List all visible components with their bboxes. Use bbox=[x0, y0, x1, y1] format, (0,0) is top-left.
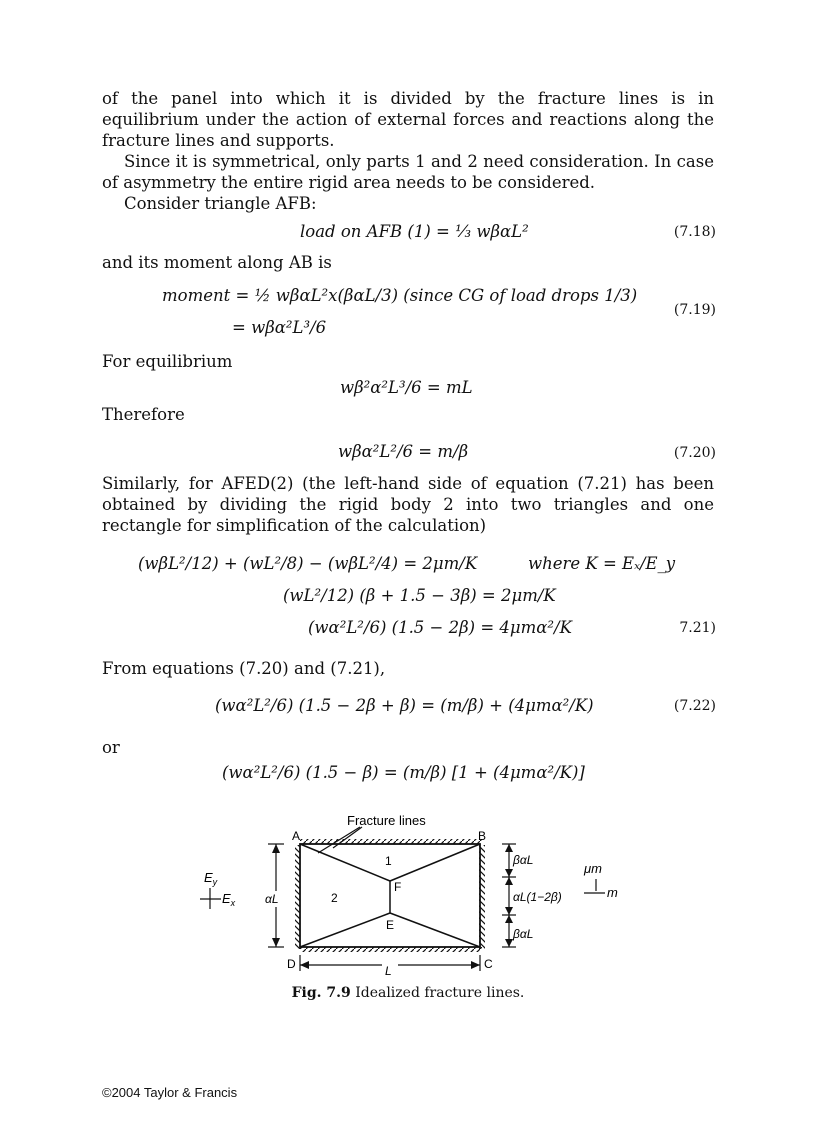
paragraph-3: Consider triangle AFB: bbox=[124, 194, 317, 213]
paragraph-2: Since it is symmetrical, only parts 1 and 2 need consideration. In case of asymmetry the entire rigid area needs to be considered. bbox=[102, 152, 714, 192]
paragraph-1: of the panel into which it is divided by the fracture lines is in equilibrium under the action of external forces and reactions along the fracture lines and supports. bbox=[102, 89, 714, 150]
paragraph-9: or bbox=[102, 738, 120, 757]
fracture-line-ce bbox=[390, 913, 480, 947]
equation-7-18: load on AFB (1) = ⅓ wβαL² bbox=[300, 222, 529, 241]
fracture-line-af bbox=[300, 844, 390, 881]
right-dim-bot-label: βαL bbox=[513, 927, 534, 941]
equation-number-7-21: 7.21) bbox=[679, 620, 716, 636]
moment-symbol-icon bbox=[584, 879, 605, 893]
equation-7-21-line1: (wβL²/12) + (wL²/8) − (wβL²/4) = 2μm/K bbox=[138, 554, 478, 573]
figure-caption bbox=[0, 985, 816, 1001]
region-1-label: 1 bbox=[385, 854, 392, 868]
equation-equilibrium: wβ²α²L³/6 = mL bbox=[340, 378, 473, 397]
corner-b-label: B bbox=[478, 829, 487, 843]
corner-a-label: A bbox=[292, 829, 301, 843]
equation-number-7-18: (7.18) bbox=[673, 224, 716, 240]
equation-7-21-line3: (wα²L²/6) (1.5 − 2β) = 4μmα²/K bbox=[308, 618, 572, 637]
region-2-label: 2 bbox=[331, 891, 338, 905]
equation-7-19-line2: = wβα²L³/6 bbox=[232, 318, 327, 337]
figure-caption-label: Fig. 7.9 bbox=[291, 985, 351, 1001]
left-dim-label: αL bbox=[265, 892, 279, 906]
equation-7-19-line1: moment = ½ wβαL²x(βαL/3) (since CG of load drops 1/3) bbox=[162, 286, 638, 305]
equation-7-22: (wα²L²/6) (1.5 − 2β + β) = (m/β) + (4μmα²/K) bbox=[215, 696, 594, 715]
corner-d-label: D bbox=[287, 957, 296, 971]
right-dim-mid-label: αL(1−2β) bbox=[513, 890, 562, 904]
moment-m-label: m bbox=[607, 885, 618, 900]
fracture-line-bf bbox=[390, 844, 480, 881]
fracture-line-de bbox=[300, 913, 390, 947]
equation-number-7-22: (7.22) bbox=[673, 698, 716, 714]
moment-mu-label: μm bbox=[584, 861, 602, 876]
bottom-dim-label: L bbox=[385, 964, 392, 978]
figure-caption-text: Idealized fracture lines. bbox=[355, 985, 525, 1001]
point-f-label: F bbox=[394, 880, 402, 894]
right-dim-top-label: βαL bbox=[513, 853, 534, 867]
equation-number-7-20: (7.20) bbox=[673, 445, 716, 461]
point-e-label: E bbox=[386, 918, 395, 932]
paragraph-4: and its moment along AB is bbox=[102, 253, 332, 272]
corner-c-label: C bbox=[484, 957, 493, 971]
equation-7-20: wβα²L²/6 = m/β bbox=[338, 442, 469, 461]
paragraph-6: Therefore bbox=[102, 405, 185, 424]
fracture-lines-figure bbox=[0, 805, 816, 980]
fracture-lines-label: Fracture lines bbox=[347, 813, 426, 828]
equation-number-7-19: (7.19) bbox=[673, 302, 716, 318]
paragraph-5: For equilibrium bbox=[102, 352, 233, 371]
paragraph-7: Similarly, for AFED(2) (the left-hand side of equation (7.21) has been obtained by dividing the rigid body 2 into two triangles and one rectangle for simplification of the calculation) bbox=[102, 474, 714, 535]
copyright-footer: ©2004 Taylor & Francis bbox=[102, 1085, 238, 1100]
equation-final: (wα²L²/6) (1.5 − β) = (m/β) [1 + (4μmα²/K)] bbox=[222, 763, 585, 782]
axis-ex-label: $E_x$ bbox=[222, 891, 236, 908]
paragraph-8: From equations (7.20) and (7.21), bbox=[102, 659, 386, 678]
equation-7-21-line2: (wL²/12) (β + 1.5 − 3β) = 2μm/K bbox=[283, 586, 556, 605]
axis-ey-label: $E_y$ bbox=[204, 870, 218, 887]
equation-7-21-where: where K = Eₓ/E_y bbox=[528, 554, 676, 573]
orthotropy-axes-icon bbox=[200, 888, 221, 909]
